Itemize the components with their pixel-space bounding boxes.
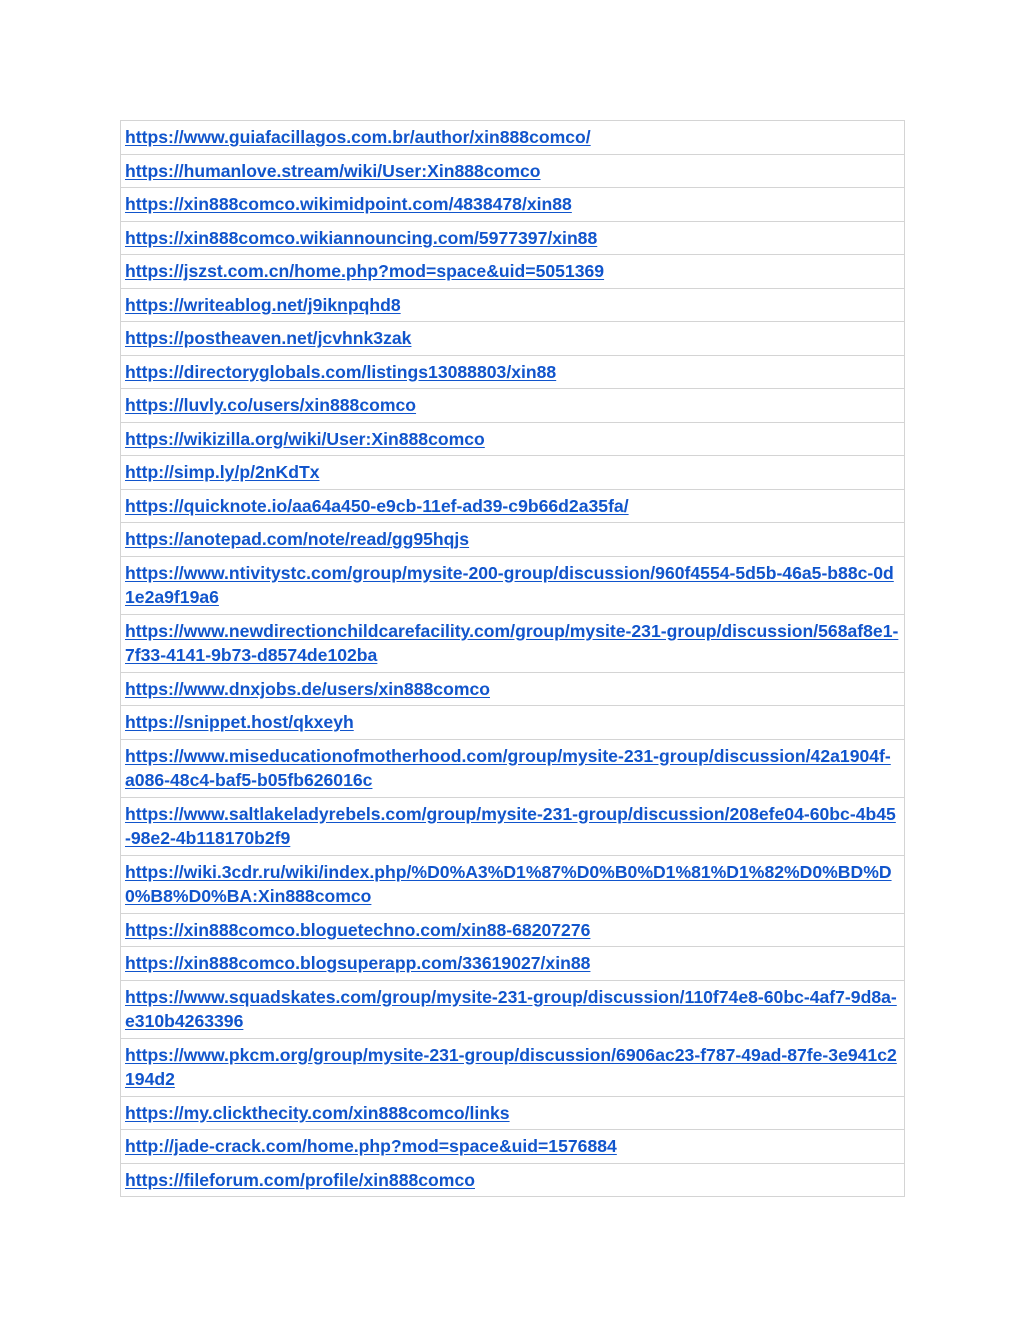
- table-cell: [121, 913, 905, 947]
- table-row: [121, 739, 905, 797]
- links-table-body: [121, 121, 905, 1197]
- link[interactable]: https://www.saltlakeladyrebels.com/group/mysite-231-group/discussion/208efe04-60bc-4b45-98e2-4b118170b2f9: [125, 803, 896, 848]
- table-cell: [121, 355, 905, 389]
- link[interactable]: https://anotepad.com/note/read/gg95hqjs: [125, 529, 470, 549]
- link[interactable]: https://www.squadskates.com/group/mysite-231-group/discussion/110f74e8-60bc-4af7-9d8a-e310b4263396: [125, 986, 897, 1031]
- table-row: [121, 121, 905, 155]
- link[interactable]: https://www.dnxjobs.de/users/xin888comco: [125, 678, 490, 699]
- links-table: [120, 120, 905, 1197]
- link[interactable]: https://xin888comco.wikiannouncing.com/5977397/xin88: [125, 227, 598, 248]
- table-row: [121, 672, 905, 706]
- table-cell: [121, 221, 905, 255]
- table-cell: [121, 947, 905, 981]
- table-row: [121, 614, 905, 672]
- table-row: [121, 255, 905, 289]
- table-cell: [121, 389, 905, 423]
- table-row: [121, 947, 905, 981]
- link[interactable]: https://jszst.com.cn/home.php?mod=space&uid=5051369: [125, 261, 605, 281]
- link[interactable]: https://directoryglobals.com/listings13088803/xin88: [125, 361, 557, 382]
- link[interactable]: https://snippet.host/qkxeyh: [125, 712, 354, 732]
- link[interactable]: https://quicknote.io/aa64a450-e9cb-11ef-ad39-c9b66d2a35fa/: [125, 495, 629, 516]
- link[interactable]: https://luvly.co/users/xin888comco: [125, 395, 417, 415]
- table-cell: [121, 797, 905, 855]
- table-cell: [121, 1096, 905, 1130]
- table-row: [121, 980, 905, 1038]
- table-row: [121, 355, 905, 389]
- link[interactable]: https://wiki.3cdr.ru/wiki/index.php/%D0%A3%D1%87%D0%B0%D1%81%D1%82%D0%BD%D0%B8%D0%BA:Xin888comco: [125, 861, 892, 906]
- table-cell: [121, 1163, 905, 1197]
- table-row: [121, 523, 905, 557]
- table-row: [121, 389, 905, 423]
- link[interactable]: https://xin888comco.blogsuperapp.com/33619027/xin88: [125, 953, 591, 973]
- link[interactable]: https://wikizilla.org/wiki/User:Xin888comco: [125, 428, 485, 449]
- table-row: [121, 706, 905, 740]
- table-row: [121, 1130, 905, 1164]
- table-row: [121, 422, 905, 456]
- table-row: [121, 1096, 905, 1130]
- link[interactable]: https://writeablog.net/j9iknpqhd8: [125, 294, 401, 315]
- table-cell: [121, 456, 905, 490]
- link[interactable]: https://www.pkcm.org/group/mysite-231-group/discussion/6906ac23-f787-49ad-87fe-3e941c2194d2: [125, 1044, 897, 1089]
- link[interactable]: https://xin888comco.bloguetechno.com/xin88-68207276: [125, 919, 591, 940]
- table-row: [121, 221, 905, 255]
- table-cell: [121, 489, 905, 523]
- link[interactable]: https://www.miseducationofmotherhood.com/group/mysite-231-group/discussion/42a1904f-a086-48c4-baf5-b05fb626016c: [125, 745, 891, 790]
- table-row: [121, 797, 905, 855]
- table-cell: [121, 154, 905, 188]
- table-row: [121, 322, 905, 356]
- table-row: [121, 855, 905, 913]
- link[interactable]: https://www.guiafacillagos.com.br/author/xin888comco/: [125, 127, 591, 147]
- table-cell: [121, 1130, 905, 1164]
- table-row: [121, 1163, 905, 1197]
- table-row: [121, 154, 905, 188]
- table-cell: [121, 322, 905, 356]
- table-cell: [121, 188, 905, 222]
- table-cell: [121, 980, 905, 1038]
- table-cell: [121, 855, 905, 913]
- table-row: [121, 1038, 905, 1096]
- link[interactable]: https://postheaven.net/jcvhnk3zak: [125, 328, 412, 348]
- table-cell: [121, 672, 905, 706]
- table-row: [121, 188, 905, 222]
- table-cell: [121, 614, 905, 672]
- table-row: [121, 456, 905, 490]
- table-cell: [121, 422, 905, 456]
- link[interactable]: https://my.clickthecity.com/xin888comco/links: [125, 1102, 510, 1123]
- link[interactable]: http://jade-crack.com/home.php?mod=space&uid=1576884: [125, 1136, 617, 1156]
- table-cell: [121, 121, 905, 155]
- table-cell: [121, 1038, 905, 1096]
- link[interactable]: https://xin888comco.wikimidpoint.com/4838478/xin88: [125, 194, 572, 214]
- link[interactable]: https://www.ntivitystc.com/group/mysite-200-group/discussion/960f4554-5d5b-46a5-b88c-0d1e2a9f19a6: [125, 562, 894, 607]
- table-row: [121, 556, 905, 614]
- table-row: [121, 489, 905, 523]
- link[interactable]: https://humanlove.stream/wiki/User:Xin888comco: [125, 160, 541, 181]
- table-cell: [121, 706, 905, 740]
- link[interactable]: http://simp.ly/p/2nKdTx: [125, 462, 320, 482]
- link[interactable]: https://www.newdirectionchildcarefacility.com/group/mysite-231-group/discussion/568af8e1-7f33-4141-9b73-d8574de102ba: [125, 620, 899, 665]
- table-row: [121, 288, 905, 322]
- table-cell: [121, 255, 905, 289]
- table-cell: [121, 288, 905, 322]
- table-cell: [121, 523, 905, 557]
- link[interactable]: https://fileforum.com/profile/xin888comco: [125, 1169, 475, 1190]
- table-row: [121, 913, 905, 947]
- table-cell: [121, 739, 905, 797]
- table-cell: [121, 556, 905, 614]
